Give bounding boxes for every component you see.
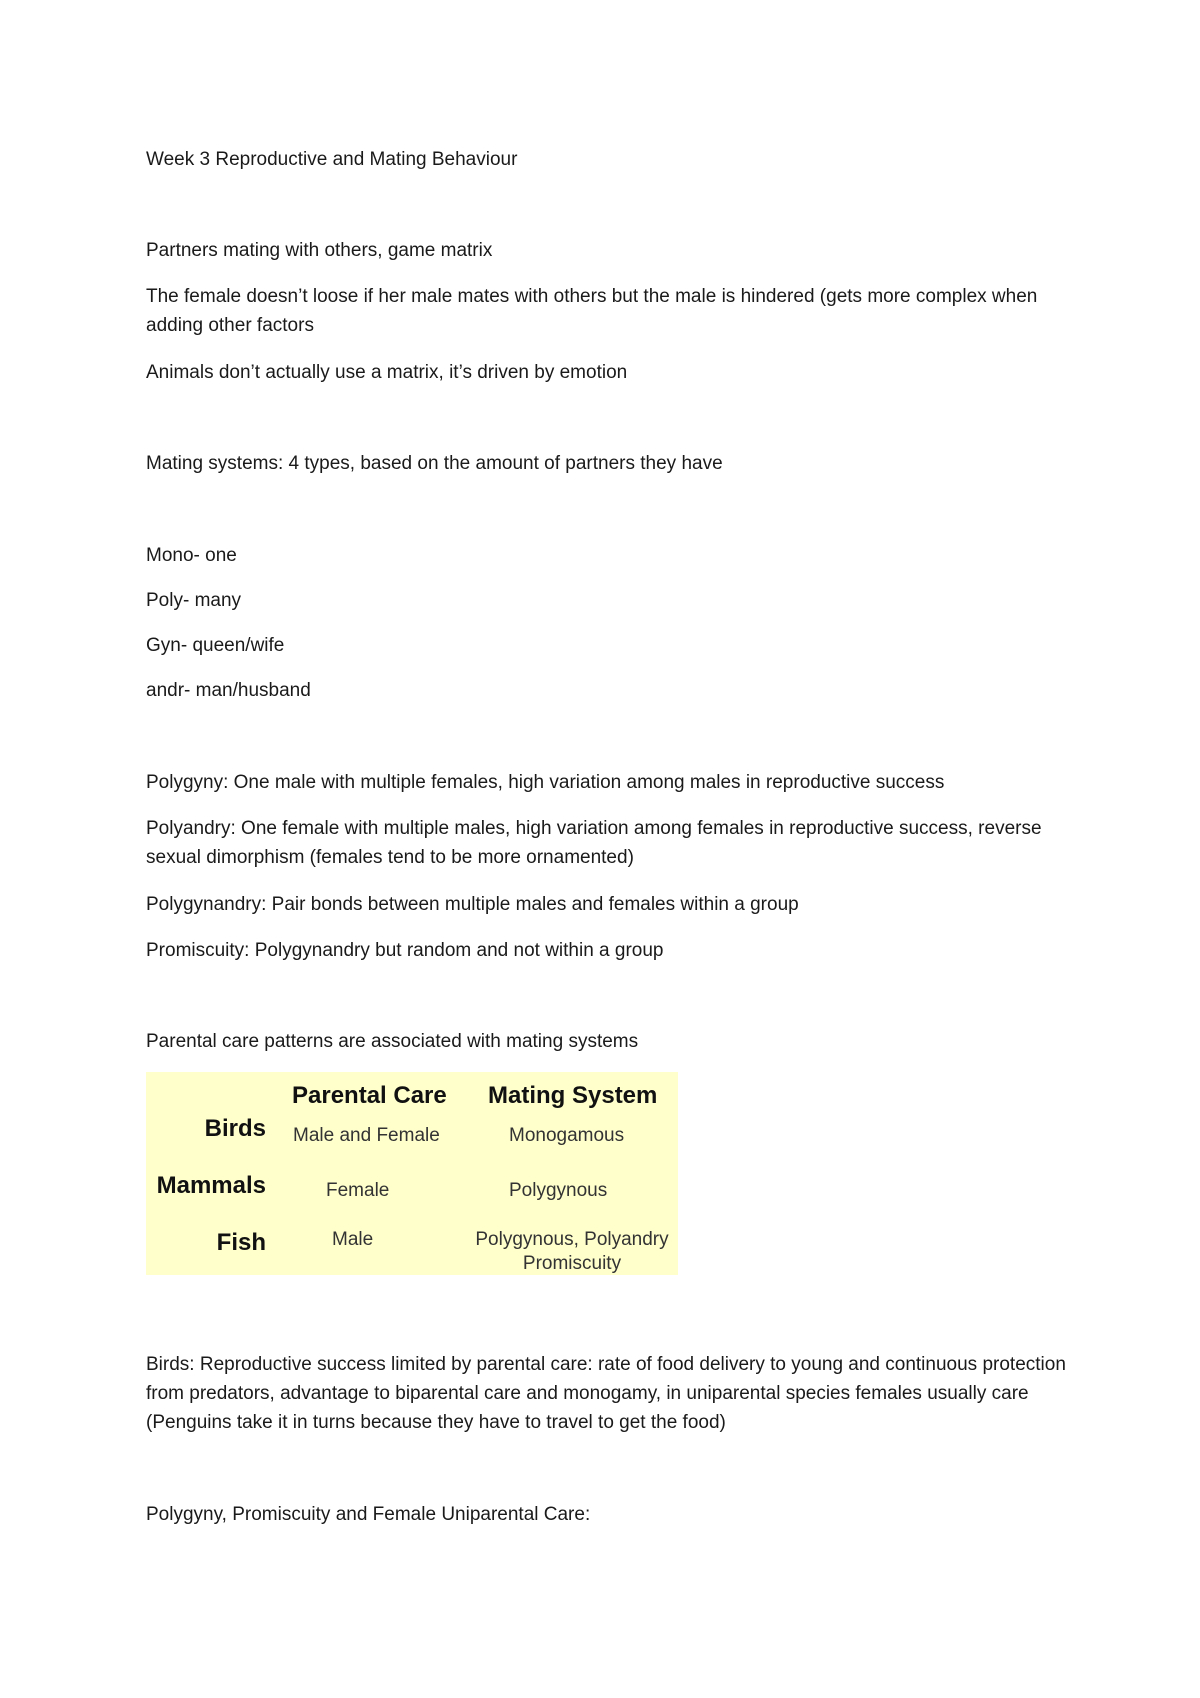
page-title: Week 3 Reproductive and Mating Behaviour [146,149,518,170]
fish-parental-care: Male [332,1229,374,1250]
paragraph: Promiscuity: Polygynandry but random and not within a group [146,940,664,961]
mammals-mating-system: Polygynous [509,1180,608,1201]
paragraph: Birds: Reproductive success limited by parental care: rate of food delivery to young and continuous protection from predators, advantage to biparental care and monogamy, in uniparental species females usually care (Penguins take it in turns because they have to travel to get the food) [146,1354,1066,1433]
parental-care-mating-system-figure [146,1072,678,1275]
paragraph: Gyn- queen/wife [146,635,285,656]
birds-parental-care: Male and Female [293,1125,440,1146]
paragraph: Polygyny, Promiscuity and Female Uniparental Care: [146,1504,591,1525]
birds-mating-system: Monogamous [509,1125,625,1146]
row-label-birds: Birds [204,1115,266,1142]
paragraph: Mono- one [146,545,237,566]
paragraph: Polyandry: One female with multiple males, high variation among females in reproductive success, reverse sexual dimorphism (females tend to be more ornamented) [146,818,1042,868]
paragraph: Poly- many [146,590,242,611]
fish-mating-system: Polygynous, Polyandry [475,1229,669,1250]
paragraph: andr- man/husband [146,680,311,701]
row-label-mammals: Mammals [156,1172,266,1199]
paragraph: Mating systems: 4 types, based on the amount of partners they have [146,453,723,474]
header-parental-care: Parental Care [292,1082,447,1109]
header-mating-system: Mating System [488,1082,658,1109]
mammals-parental-care: Female [326,1180,390,1201]
paragraph: Partners mating with others, game matrix [146,240,493,261]
paragraph: Animals don’t actually use a matrix, it’s driven by emotion [146,362,628,383]
paragraph: Polygynandry: Pair bonds between multiple males and females within a group [146,894,799,915]
paragraph: Polygyny: One male with multiple females, high variation among males in reproductive success [146,772,945,793]
paragraph: The female doesn’t loose if her male mates with others but the male is hindered (gets more complex when adding other factors [146,286,1038,336]
fish-mating-system-line2: Promiscuity [522,1253,622,1274]
paragraph: Parental care patterns are associated with mating systems [146,1031,639,1052]
row-label-fish: Fish [216,1229,266,1256]
